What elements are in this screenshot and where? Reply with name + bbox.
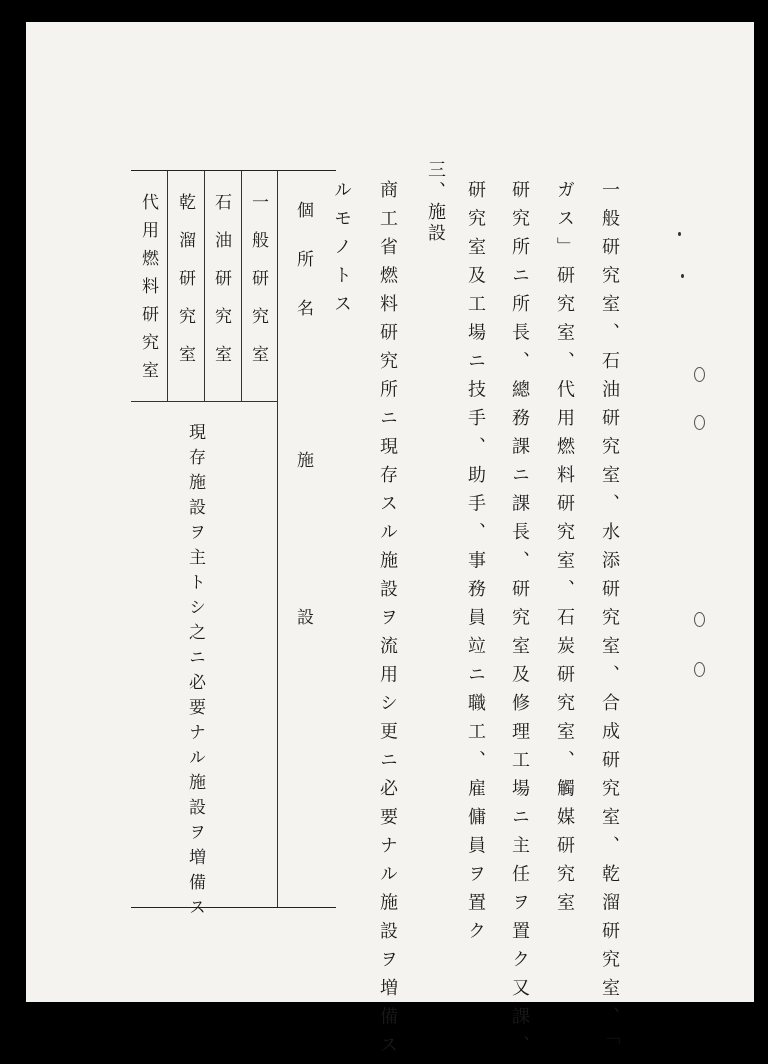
facility-description: 現存施設ヲ主トシ之ニ必要ナル施設ヲ増備ス <box>185 423 205 923</box>
body-line-2: ガス」研究室、代用燃料研究室、石炭研究室、觸媒研究室 <box>554 180 575 921</box>
row-carbonization-lab: 乾溜研究室 <box>175 193 195 383</box>
punch-hole-mark <box>694 415 705 430</box>
punch-hole-mark <box>694 662 705 677</box>
body-line-4: 研究室及工場ニ技手、助手、事務員竝ニ職工、雇傭員ヲ置ク <box>465 180 486 950</box>
header-place-name: 個所名 <box>293 201 313 348</box>
body-line-1: 一般研究室、石油研究室、水添研究室、合成研究室、乾溜研究室、「 <box>599 180 620 1055</box>
punch-hole-mark <box>694 612 705 627</box>
header-facility: 施設 <box>293 451 313 765</box>
row-petroleum-lab: 石油研究室 <box>211 193 231 383</box>
body-line-5: 商工省燃料研究所ニ現存スル施設ヲ流用シ更ニ必要ナル施設ヲ増備ス <box>377 180 398 1064</box>
speck-mark <box>681 274 684 278</box>
row-substitute-fuel-lab: 代用燃料研究室 <box>138 193 158 389</box>
punch-hole-mark <box>694 367 705 382</box>
body-line-3: 研究所ニ所長、總務課ニ課長、研究室及修理工場ニ主任ヲ置ク又課、 <box>509 180 530 1064</box>
section-heading: 三、施設 <box>425 160 446 244</box>
speck-mark <box>678 232 681 236</box>
document-page <box>26 22 754 1064</box>
row-general-lab: 一般研究室 <box>248 193 268 383</box>
facilities-table <box>131 170 336 923</box>
body-line-6: ルモノトス <box>331 180 352 323</box>
